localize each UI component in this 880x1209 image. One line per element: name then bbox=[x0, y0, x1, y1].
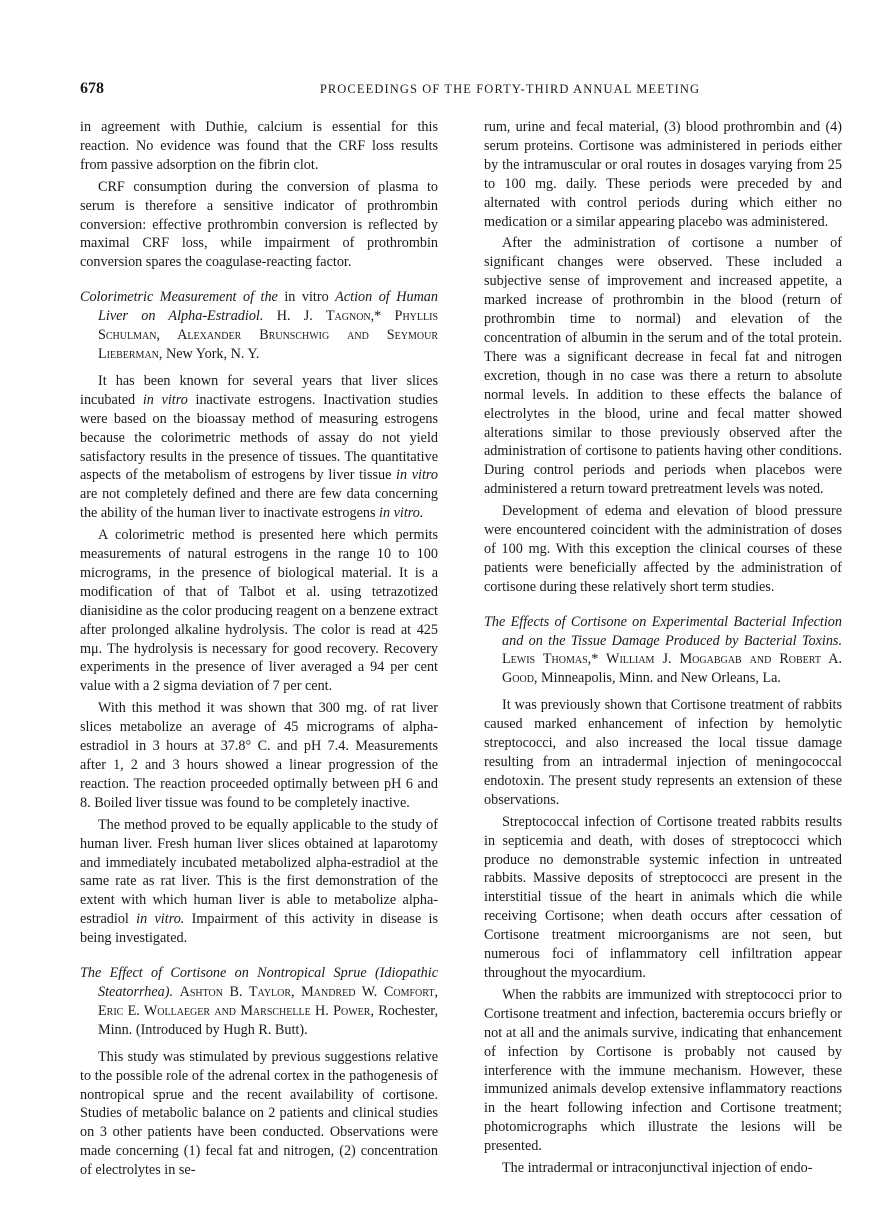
body-paragraph: rum, urine and fecal material, (3) blood prothrombin and (4) serum proteins. Cortisone was administered in periods either by the intramuscular or oral routes in dosages varying from 25 to 100 mg. daily. These periods were preceded by and alternated with control periods during which either no medication or a similar appearing placebo was administered. bbox=[484, 119, 842, 230]
body-paragraph: It was previously shown that Cortisone treatment of rabbits caused marked enhancement of infection by hemolytic streptococci, and also increased the local tissue damage resulting from an intradermal injection of meningococcal endotoxin. The present study represents an extension of these observations. bbox=[484, 697, 842, 808]
body-paragraph: Development of edema and elevation of blood pressure were encountered coincident with the administration of doses of 100 mg. With this exception the clinical courses of these patients were beneficially affected by the administration of cortisone during these relatively short term studies. bbox=[484, 503, 842, 595]
body-paragraph: CRF consumption during the conversion of plasma to serum is therefore a sensitive indicator of prothrombin conversion: effective prothrombin conversion is reflected by maximal CRF loss, while impairment of prothrombin conversion spares the coagulase-reacting factor. bbox=[80, 178, 438, 271]
abstract-heading bbox=[80, 964, 438, 1040]
body-paragraph: A colorimetric method is presented here which permits measurements of natural estrogens in the range 10 to 100 micrograms, in the presence of biological material. It is a modification of that of Talbot et al. using tetrazotized dianisidine as the color producing reagent on a benzene extract after prolonged alkaline hydrolysis. The color is read at 425 mμ. The hydrolysis is necessary for good recovery. Recovery experiments in the presence of liver averaged a 94 per cent value with a 2 sigma deviation of 7 per cent. bbox=[80, 527, 438, 695]
right-column bbox=[484, 118, 842, 1181]
text-run: are not completely defined and there are few data concerning the ability of the human liver to inactivate estrogens bbox=[80, 486, 438, 522]
abstract-heading bbox=[80, 288, 438, 364]
text-run: The method proved to be equally applicable to the study of human liver. Fresh human liver slices obtained at laparotomy and immediately incubated metabolized alpha-estradiol at the same rate as rat liver. This is the first demonstration of the extent with which human liver is able to metabolize alpha-estradiol bbox=[80, 816, 438, 928]
abstract-authors: Lewis Thomas,* William J. Mogabgab and Robert A. Good, bbox=[502, 651, 842, 687]
body-paragraph bbox=[80, 372, 438, 523]
body-paragraph: in agreement with Duthie, calcium is essential for this reaction. No evidence was found that the CRF loss results from passive adsorption on the fibrin clot. bbox=[80, 119, 438, 173]
abstract-location: Minneapolis, Minn. and New Orleans, La. bbox=[541, 670, 781, 687]
abstract-cortisone-bacterial-infection bbox=[484, 613, 842, 1178]
text-run: inactivate estrogens. Inactivation studies were based on the bioassay method of measuring estrogens because the colorimetric methods of assay do not yield satisfactory results in the presence of tissues. The quantitative aspects of the metabolism of estrogens by liver tissue bbox=[80, 391, 438, 484]
abstract-title: The Effect of Cortisone on Nontropical Sprue bbox=[80, 965, 367, 982]
body-paragraph bbox=[80, 816, 438, 948]
abstract-cortisone-sprue bbox=[80, 964, 438, 1180]
italic-run: in vitro bbox=[142, 391, 188, 408]
page-number: 678 bbox=[80, 80, 104, 97]
abstract-authors: H. J. Tagnon,* Phyllis Schulman, Alexander Brunschwig and Seymour Lieberman, bbox=[98, 308, 439, 362]
abstract-authors: Ashton B. Taylor, Mandred W. Comfort, Eric E. Wollaeger and Marschelle H. Power, bbox=[98, 983, 438, 1019]
abstract-title-roman: in vitro bbox=[284, 289, 329, 306]
body-paragraph: This study was stimulated by previous suggestions relative to the possible role of the adrenal cortex in the pathogenesis of nontropical sprue and the recent availability of cortisone. Studies of metabolic balance on 2 patients and clinical studies on 3 other patients have been conducted. Observations were made concerning (1) fecal fat and nitrogen, (2) concentration of electrolytes in se- bbox=[80, 1048, 438, 1179]
italic-run: in vitro. bbox=[379, 505, 424, 522]
italic-run: in vitro bbox=[396, 467, 438, 484]
abstract-location: Rochester, Minn. (Introduced by Hugh R. Butt). bbox=[98, 1002, 439, 1038]
text-run: It has been known for several years that liver slices incubated bbox=[80, 372, 438, 408]
body-paragraph: Streptococcal infection of Cortisone treated rabbits results in septicemia and death, with doses of streptococci which produce no demonstrable systemic infection in untreated rabbits. Massive deposits of streptococci are present in the interstitial tissue of the heart in animals which die while receiving Cortisone; when death occurs after cessation of Cortisone treatment microorganisms are not seen, but numerous foci of inflammatory cell infiltration appear throughout the myocardium. bbox=[484, 813, 842, 981]
abstract-title: Colorimetric Measurement of the bbox=[80, 289, 278, 306]
abstract-heading bbox=[484, 613, 842, 689]
abstract-title-paren: (Idiopathic Steatorrhea). bbox=[98, 965, 438, 1000]
text-run: Impairment of this activity in disease is being investigated. bbox=[80, 911, 439, 947]
journal-title: PROCEEDINGS OF THE FORTY-THIRD ANNUAL MEETING bbox=[319, 82, 701, 96]
abstract-title: Action of Human Liver on Alpha-Estradiol. bbox=[98, 289, 438, 325]
abstract-colorimetric-estradiol bbox=[80, 288, 438, 948]
body-paragraph: The intradermal or intraconjunctival injection of endo- bbox=[502, 1160, 813, 1177]
left-column bbox=[80, 118, 438, 1183]
abstract-location: New York, N. Y. bbox=[165, 345, 260, 362]
body-paragraph: After the administration of cortisone a number of significant changes were observed. These included a subjective sense of improvement and increased appetite, a marked increase of prothrombin in the blood (return of prothrombin time to normal) and elevation of the concentration of albumin in the serum and of the total protein. There was a significant decrease in fecal fat and nitrogen excretion, though in no case was there a return to absolute normal levels. In addition to these effects the balance of electrolytes in the blood, urine and fecal matter showed alterations similar to those previously observed after the administration of cortisone to patients having other conditions. During control periods and periods when placebos were administered a return toward pretreatment levels was noted. bbox=[484, 235, 842, 498]
running-head bbox=[80, 80, 840, 102]
italic-run: in vitro. bbox=[136, 911, 185, 928]
abstract-title: The Effects of Cortisone on Experimental Bacterial Infection and on the Tissue Damage Produced by Bacterial Toxins. bbox=[484, 613, 842, 649]
body-paragraph: When the rabbits are immunized with streptococci prior to Cortisone treatment and infection, bacteremia occurs briefly or not at all and the animals survive, indicating that enhancement of infection by Cortisone is probably not caused by interference with the immune mechanism. However, these immunized animals develop extensive inflammatory reactions in the heart following infection and Cortisone treatment; photomicrographs which illustrate the lesions will be presented. bbox=[484, 986, 842, 1155]
body-paragraph: With this method it was shown that 300 mg. of rat liver slices metabolize an average of 45 micrograms of alpha-estradiol in 3 hours at 37.8° C. and pH 7.4. Measurements after 1, 2 and 3 hours showed a linear progression of the reaction. The reaction proceeded optimally between pH 6 and 8. Boiled liver tissue was found to be completely inactive. bbox=[80, 700, 438, 811]
